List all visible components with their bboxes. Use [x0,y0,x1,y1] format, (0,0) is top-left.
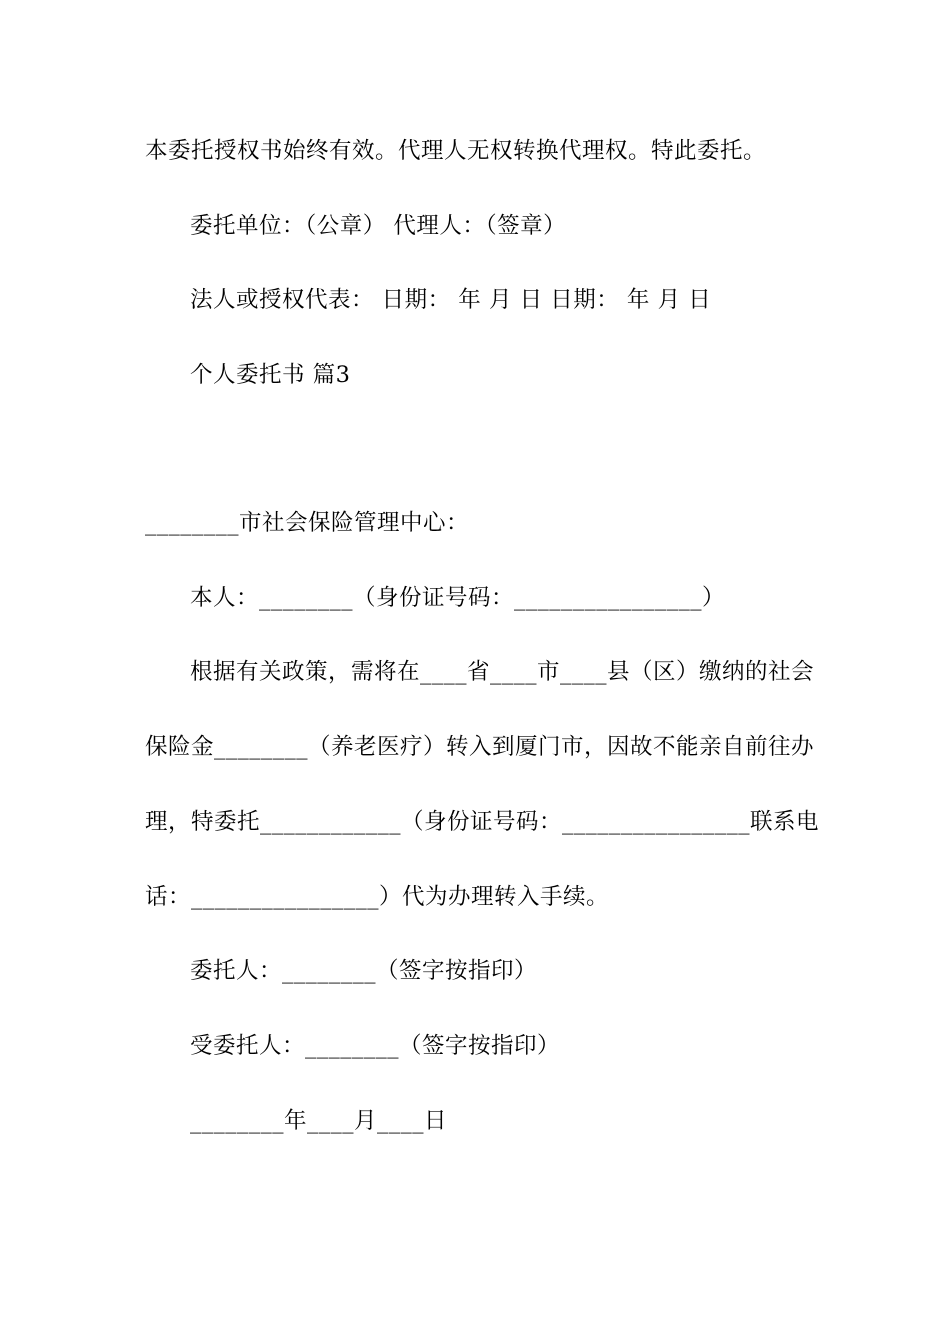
legal-rep-date-line: 法人或授权代表： 日期： 年 月 日 日期： 年 月 日 [190,287,712,313]
addressee-line: ________市社会保险管理中心： [145,510,470,536]
body-paragraph-line-4: 话：________________）代为办理转入手续。 [145,884,610,910]
body-paragraph-line-1: 根据有关政策，需将在____省____市____县（区）缴纳的社会 [190,659,815,685]
validity-statement: 本委托授权书始终有效。代理人无权转换代理权。特此委托。 [145,138,767,164]
agent-signature-line: 受委托人：________（签字按指印） [190,1033,561,1059]
principal-line: 本人：________（身份证号码：________________） [190,585,726,611]
body-paragraph-line-3: 理，特委托____________（身份证号码：________________联系电 [145,809,820,835]
entrusting-unit-line: 委托单位：（公章） 代理人：（签章） [190,213,567,239]
section-heading: 个人委托书 篇3 [190,362,351,388]
principal-signature-line: 委托人：________（签字按指印） [190,958,538,984]
date-line: ________年____月____日 [190,1108,448,1134]
body-paragraph-line-2: 保险金________（养老医疗）转入到厦门市，因故不能亲自前往办 [145,734,815,760]
